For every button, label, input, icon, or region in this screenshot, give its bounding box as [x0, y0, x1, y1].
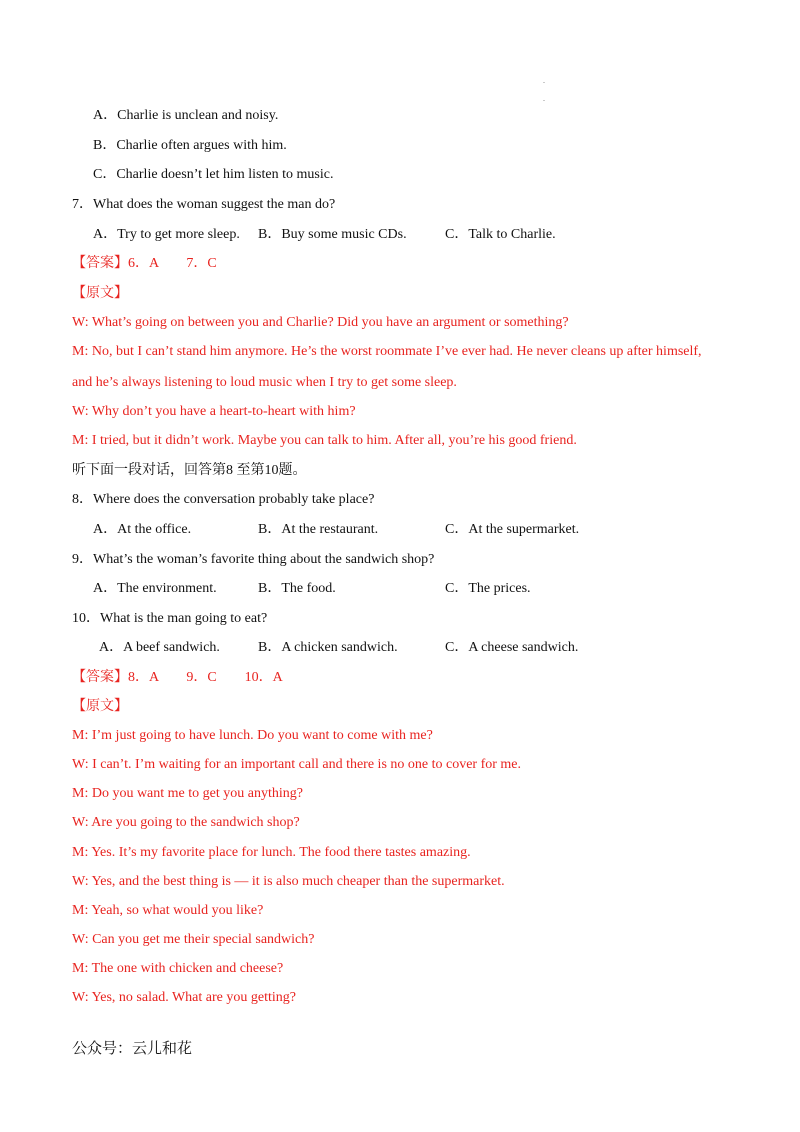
q8-question: 8．Where does the conversation probably take place?: [72, 492, 375, 507]
q9-option-b: B．The food.: [258, 581, 336, 596]
transcript-line: W: Why don’t you have a heart-to-heart with him?: [72, 404, 356, 419]
corner-mark: .: [543, 94, 545, 103]
q7-option-a: A．Try to get more sleep.: [93, 227, 240, 242]
q10-option-b: B．A chicken sandwich.: [258, 640, 398, 655]
q8-option-c: C．At the supermarket.: [445, 522, 580, 537]
q7-option-b: B．Buy some music CDs.: [258, 227, 407, 242]
transcript-line: M: No, but I can’t stand him anymore. He’s the worst roommate I’ve ever had. He never cleans up after himself,: [72, 344, 702, 359]
transcript-label: 【原文】: [72, 286, 128, 301]
q6-option-c: C．Charlie doesn’t let him listen to music.: [93, 167, 334, 182]
q9-question: 9．What’s the woman’s favorite thing about the sandwich shop?: [72, 552, 435, 567]
transcript-label: 【原文】: [72, 699, 128, 714]
transcript-line: W: What’s going on between you and Charlie? Did you have an argument or something?: [72, 315, 569, 330]
q10-option-c: C．A cheese sandwich.: [445, 640, 579, 655]
q7-question: 7．What does the woman suggest the man do?: [72, 197, 336, 212]
q10-question: 10．What is the man going to eat?: [72, 611, 268, 626]
q8-option-a: A．At the office.: [93, 522, 192, 537]
transcript-line: M: Do you want me to get you anything?: [72, 786, 303, 801]
transcript-line: W: Yes, no salad. What are you getting?: [72, 990, 296, 1005]
transcript-line: and he’s always listening to loud music when I try to get some sleep.: [72, 375, 457, 390]
q9-option-c: C．The prices.: [445, 581, 531, 596]
transcript-line: M: I’m just going to have lunch. Do you want to come with me?: [72, 728, 433, 743]
q6-option-b: B．Charlie often argues with him.: [93, 138, 287, 153]
answer-key: 【答案】8．A 9．C 10．A: [72, 670, 283, 685]
transcript-line: M: The one with chicken and cheese?: [72, 961, 284, 976]
answer-key: 【答案】6．A 7．C: [72, 256, 217, 271]
transcript-line: W: Yes, and the best thing is — it is also much cheaper than the supermarket.: [72, 874, 505, 889]
corner-mark: .: [543, 76, 545, 85]
transcript-line: M: I tried, but it didn’t work. Maybe you can talk to him. After all, you’re his good friend.: [72, 433, 577, 448]
transcript-line: W: Can you get me their special sandwich?: [72, 932, 315, 947]
transcript-line: W: Are you going to the sandwich shop?: [72, 815, 300, 830]
q9-option-a: A．The environment.: [93, 581, 217, 596]
q8-option-b: B．At the restaurant.: [258, 522, 379, 537]
q10-option-a: A．A beef sandwich.: [99, 640, 220, 655]
transcript-line: W: I can’t. I’m waiting for an important call and there is no one to cover for me.: [72, 757, 522, 772]
q7-option-c: C．Talk to Charlie.: [445, 227, 556, 242]
footer-account: 公众号：云儿和花: [72, 1039, 193, 1057]
q6-option-a: A．Charlie is unclean and noisy.: [93, 108, 279, 123]
transcript-line: M: Yes. It’s my favorite place for lunch. The food there tastes amazing.: [72, 845, 471, 860]
section-instruction: 听下面一段对话，回答第8 至第10题。: [72, 463, 307, 478]
transcript-line: M: Yeah, so what would you like?: [72, 903, 264, 918]
